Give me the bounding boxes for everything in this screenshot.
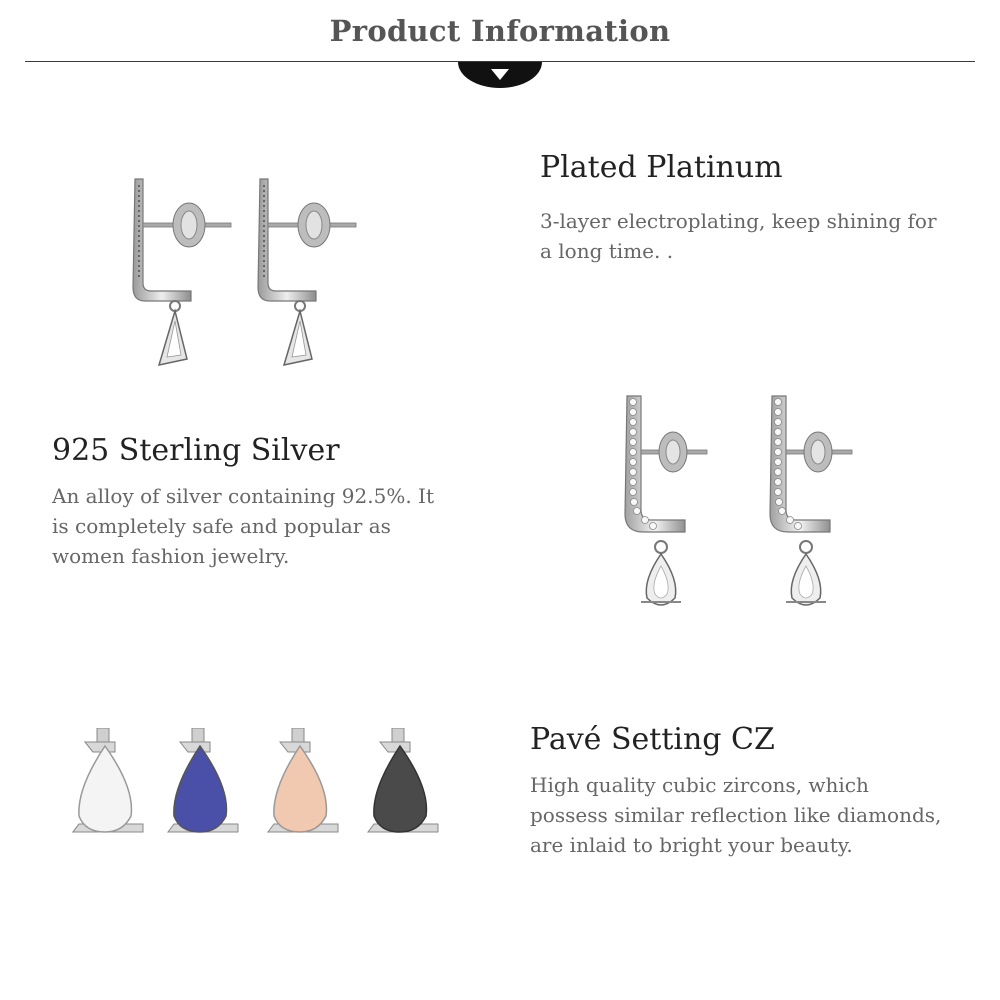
earrings-front-view-image bbox=[605, 390, 865, 620]
section-desc-plated-platinum: 3-layer electroplating, keep shining for a long time. . bbox=[540, 209, 937, 263]
section-title-pave-setting: Pavé Setting CZ bbox=[530, 722, 775, 757]
section-desc-pave-setting: High quality cubic zircons, which possess similar reflection like diamonds, are inlaid to bright your beauty. bbox=[530, 773, 942, 857]
section-desc-sterling-silver: An alloy of silver containing 92.5%. It is completely safe and popular as women fashion jewelry. bbox=[52, 484, 434, 568]
stone-clear bbox=[73, 728, 143, 832]
section-title-sterling-silver: 925 Sterling Silver bbox=[52, 433, 340, 468]
earrings-side-view-image bbox=[115, 165, 375, 385]
page-title: Product Information bbox=[329, 14, 671, 48]
chevron-down-icon bbox=[458, 62, 542, 88]
stone-champagne bbox=[268, 728, 338, 832]
stone-colors-image bbox=[65, 728, 445, 843]
stone-black bbox=[368, 728, 438, 832]
stone-blue bbox=[168, 728, 238, 832]
section-title-plated-platinum: Plated Platinum bbox=[540, 150, 783, 185]
